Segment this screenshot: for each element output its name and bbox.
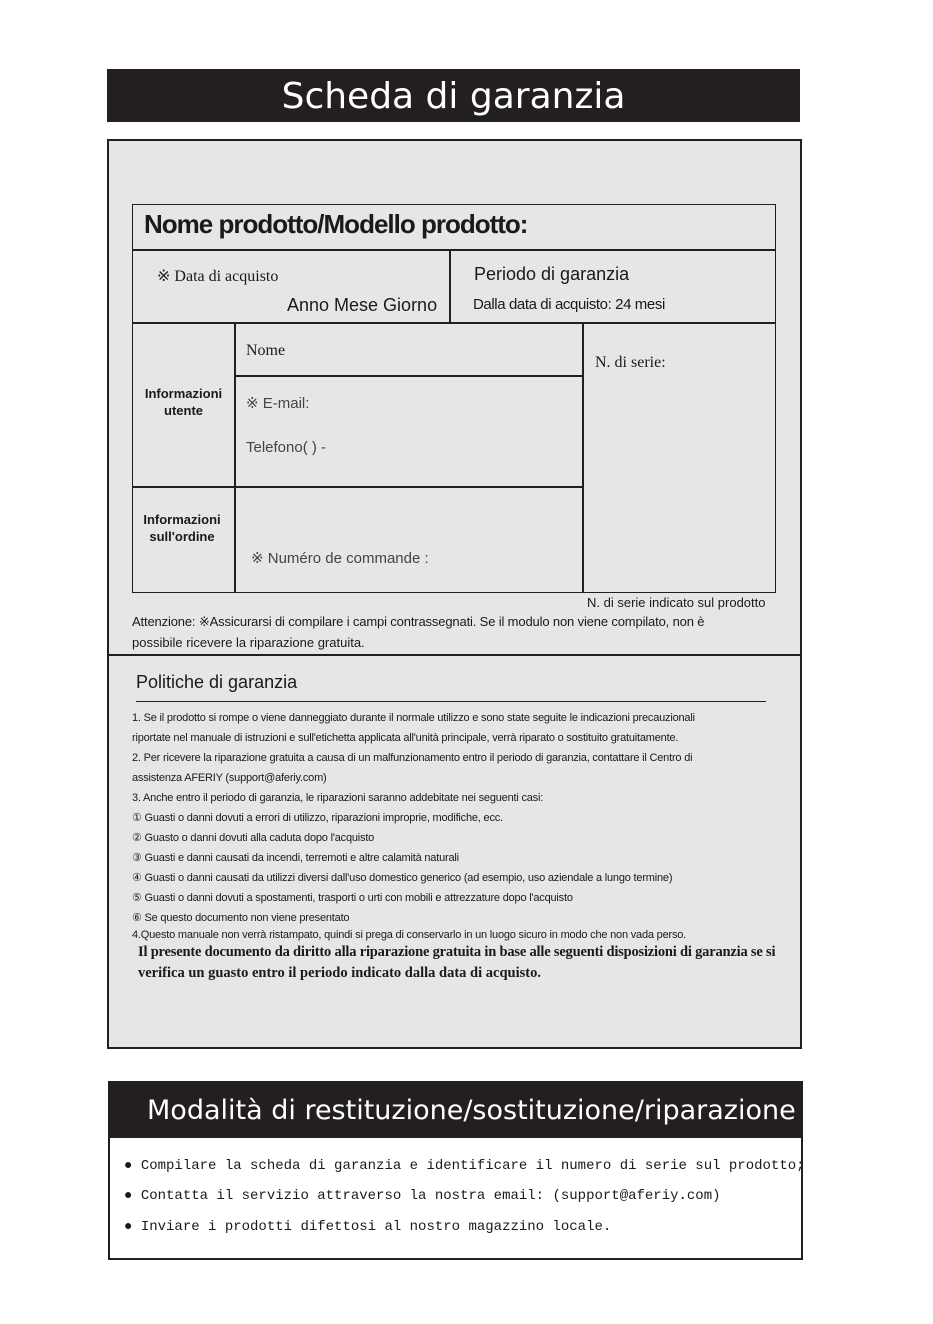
phone-field-label: Telefono( ) - bbox=[246, 439, 327, 456]
divider bbox=[133, 486, 583, 488]
name-field-label: Nome bbox=[246, 342, 286, 359]
returns-title: Modalità di restituzione/sostituzione/riparazione bbox=[147, 1095, 796, 1126]
policy-line: riportate nel manuale di istruzioni e sull'etichetta applicata all'unità principale, verrà riparato o sostituito gratuitamente. bbox=[132, 732, 679, 744]
divider bbox=[133, 249, 775, 251]
divider bbox=[582, 322, 584, 592]
user-info-label: Informazioni utente bbox=[144, 386, 223, 418]
order-number-label: ※ Numéro de commande : bbox=[251, 550, 429, 567]
warranty-form bbox=[132, 204, 776, 593]
returns-item: ● Contatta il servizio attraverso la nostra email: (support@aferiy.com) bbox=[124, 1188, 721, 1204]
notice-line-1: Attenzione: ※Assicurarsi di compilare i campi contrassegnati. Se il modulo non viene compilato, non è bbox=[132, 614, 705, 629]
policy-line: ⑥ Se questo documento non viene presentato bbox=[132, 912, 350, 924]
section-divider bbox=[109, 654, 800, 656]
serial-note: N. di serie indicato sul prodotto bbox=[587, 595, 766, 610]
product-model-label: Nome prodotto/Modello prodotto: bbox=[144, 209, 528, 239]
policy-line: ① Guasti o danni dovuti a errori di utilizzo, riparazioni improprie, modifiche, ecc. bbox=[132, 812, 503, 824]
warranty-period-value: Dalla data di acquisto: 24 mesi bbox=[473, 296, 665, 313]
returns-header bbox=[110, 1083, 801, 1138]
returns-box bbox=[108, 1081, 803, 1260]
policy-line: 3. Anche entro il periodo di garanzia, le riparazioni saranno addebitate nei seguenti casi: bbox=[132, 792, 544, 804]
page-title: Scheda di garanzia bbox=[281, 76, 626, 117]
policy-line: assistenza AFERIY (support@aferiy.com) bbox=[132, 772, 327, 784]
serial-number-label: N. di serie: bbox=[595, 354, 666, 371]
policy-title: Politiche di garanzia bbox=[136, 672, 298, 692]
policy-line: ⑤ Guasti o danni dovuti a spostamenti, trasporti o urti con mobili e attrezzature dopo l'acquisto bbox=[132, 892, 573, 904]
policy-line: 1. Se il prodotto si rompe o viene danneggiato durante il normale utilizzo e sono state seguite le indicazioni precauzionali bbox=[132, 712, 695, 724]
policy-closing-line-1: Il presente documento da diritto alla riparazione gratuita in base alle seguenti disposizioni di garanzia se si bbox=[138, 944, 776, 960]
divider bbox=[133, 322, 775, 324]
order-info-label: Informazioni sull'ordine bbox=[143, 512, 221, 544]
policy-line: ② Guasto o danni dovuti alla caduta dopo l'acquisto bbox=[132, 832, 375, 844]
bullet-icon: ● bbox=[124, 1219, 133, 1235]
date-format-hint: Anno Mese Giorno bbox=[287, 295, 438, 315]
warranty-period-label: Periodo di garanzia bbox=[474, 264, 630, 284]
policy-list bbox=[132, 708, 792, 942]
returns-item: ● Compilare la scheda di garanzia e identificare il numero di serie sul prodotto; bbox=[124, 1158, 805, 1174]
divider bbox=[234, 322, 236, 592]
returns-item: ● Inviare i prodotti difettosi al nostro magazzino locale. bbox=[124, 1219, 612, 1235]
divider bbox=[234, 375, 582, 377]
policy-line: ④ Guasti o danni causati da utilizzi diversi dall'uso domestico generico (ad esempio, uso aziendale a lungo termine) bbox=[132, 872, 673, 884]
policy-closing-line-2: verifica un guasto entro il periodo indicato dalla data di acquisto. bbox=[138, 965, 541, 981]
email-field-label: ※ E-mail: bbox=[246, 395, 310, 412]
divider bbox=[449, 249, 451, 323]
page-title-banner bbox=[107, 69, 800, 122]
policy-line: 2. Per ricevere la riparazione gratuita a causa di un malfunzionamento entro il periodo di garanzia, contattare il Centro di bbox=[132, 752, 693, 764]
policy-line: ③ Guasti e danni causati da incendi, terremoti e altre calamità naturali bbox=[132, 852, 459, 864]
policy-title-underline bbox=[136, 701, 766, 702]
bullet-icon: ● bbox=[124, 1158, 133, 1174]
policy-line: 4.Questo manuale non verrà ristampato, quindi si prega di conservarlo in un luogo sicuro in modo che non vada perso. bbox=[132, 929, 687, 941]
warranty-card bbox=[107, 139, 802, 1049]
notice-line-2: possibile ricevere la riparazione gratuita. bbox=[132, 635, 365, 650]
purchase-date-label: ※ Data di acquisto bbox=[157, 268, 279, 285]
bullet-icon: ● bbox=[124, 1188, 133, 1204]
